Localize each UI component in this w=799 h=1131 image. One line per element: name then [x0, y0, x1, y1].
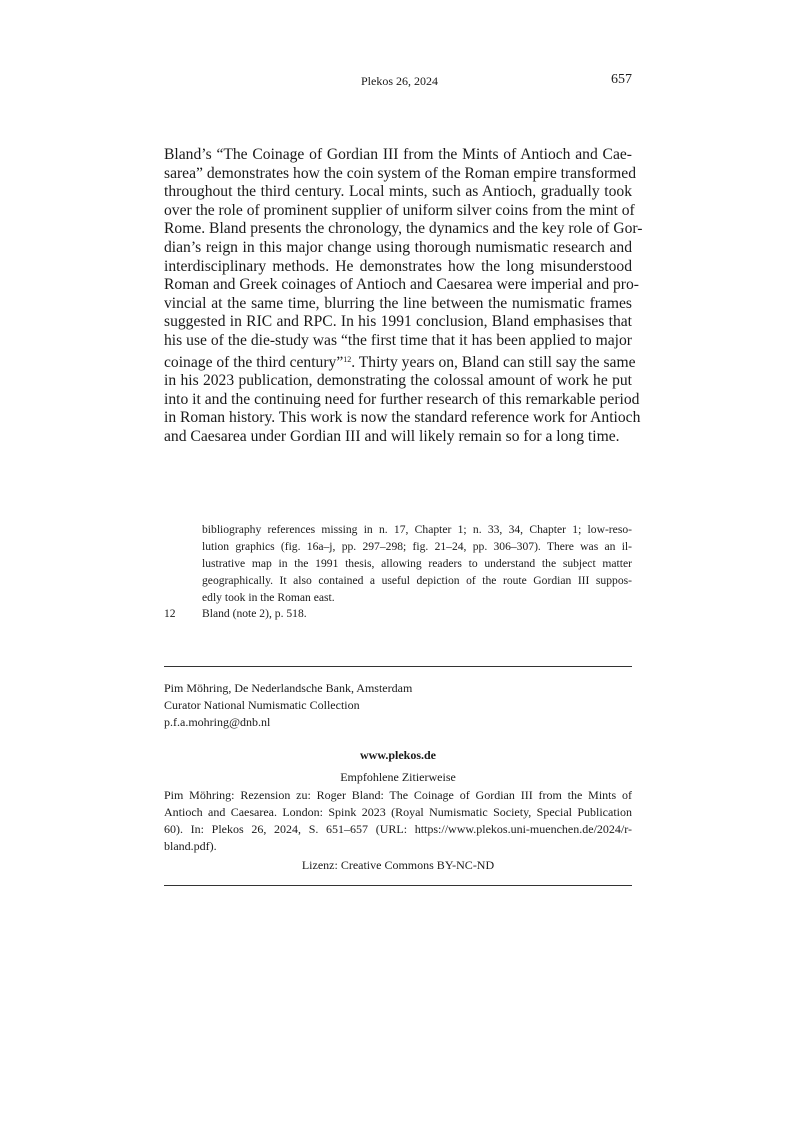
website-link[interactable]: www.plekos.de	[359, 748, 436, 762]
divider	[164, 666, 632, 667]
footnote-number: 12	[164, 607, 176, 620]
body-line: Roman and Greek coinages of Antioch and Caesarea were imperial and pro-	[164, 276, 639, 294]
body-line: and Caesarea under Gordian III and will likely remain so for a long time.	[164, 427, 620, 445]
author-name: Pim Möhring, De Nederlandsche Bank, Amsterdam	[164, 681, 413, 695]
citation-line: bland.pdf).	[164, 839, 217, 853]
quote-end: coinage of the third century”	[164, 353, 344, 371]
body-line: vincial at the same time, blurring the line between the numismatic frames	[164, 294, 632, 312]
body-line: in Roman history. This work is now the standard reference work for Antioch	[164, 409, 641, 427]
footnote-text: Bland (note 2), p. 518.	[202, 607, 307, 620]
citation-line: Antioch and Caesarea. London: Spink 2023 (Royal Numismatic Society, Special Publication	[164, 805, 632, 819]
footnote-line: lution graphics (fig. 16a–j, pp. 297–298; fig. 21–24, pp. 306–307). There was an il-	[202, 540, 632, 553]
body-line: into it and the continuing need for further research of this remarkable period	[164, 390, 640, 408]
footnote-line: geographically. It also contained a useful depiction of the route Gordian III suppos-	[202, 574, 632, 587]
footnote-continued	[202, 521, 632, 606]
body-line: sarea” demonstrates how the coin system of the Roman empire transformed	[164, 164, 637, 182]
body-line: Bland’s “The Coinage of Gordian III from the Mints of Antioch and Cae-	[164, 146, 632, 163]
body-line: dian’s reign in this major change using thorough numismatic research and	[164, 238, 632, 256]
license: Lizenz: Creative Commons BY-NC-ND	[301, 858, 495, 872]
author-role: Curator National Numismatic Collection	[164, 698, 360, 712]
footnote-ref[interactable]: 12	[343, 354, 352, 364]
line-tail: . Thirty years on, Bland can still say the same	[351, 353, 636, 371]
body-line: interdisciplinary methods. He demonstrates how the long misunderstood	[164, 257, 632, 275]
author-email[interactable]: p.f.a.mohring@dnb.nl	[164, 715, 271, 729]
body-line: over the role of prominent supplier of uniform silver coins from the mint of	[164, 201, 635, 219]
running-header: Plekos 26, 2024	[360, 74, 438, 88]
body-line: in his 2023 publication, demonstrating the colossal amount of work he put	[164, 372, 632, 390]
page-number: 657	[611, 72, 632, 87]
body-line: his use of the die-study was “the first time that it has been applied to major	[164, 331, 632, 349]
body-line: throughout the third century. Local mints, such as Antioch, gradually took	[164, 183, 632, 201]
citation-line: Pim Möhring: Rezension zu: Roger Bland: The Coinage of Gordian III from the Mints of	[164, 788, 632, 802]
body-paragraph	[164, 146, 643, 447]
body-line	[164, 351, 636, 373]
citation-heading: Empfohlene Zitierweise	[340, 770, 456, 784]
citation-text	[164, 787, 632, 855]
body-line: Rome. Bland presents the chronology, the dynamics and the key role of Gor-	[164, 220, 643, 238]
citation-line: 60). In: Plekos 26, 2024, S. 651–657 (URL: https://www.plekos.uni-muenchen.de/2024/r-	[164, 822, 632, 836]
author-address	[164, 680, 412, 731]
footnote-line: edly took in the Roman east.	[202, 591, 335, 604]
body-line: suggested in RIC and RPC. In his 1991 conclusion, Bland emphasises that	[164, 313, 632, 331]
footnote-line: bibliography references missing in n. 17, Chapter 1; n. 33, 34, Chapter 1; low-reso-	[202, 523, 632, 536]
footnote-line: lustrative map in the 1991 thesis, allowing readers to understand the subject matter	[202, 557, 632, 570]
divider	[164, 885, 632, 886]
